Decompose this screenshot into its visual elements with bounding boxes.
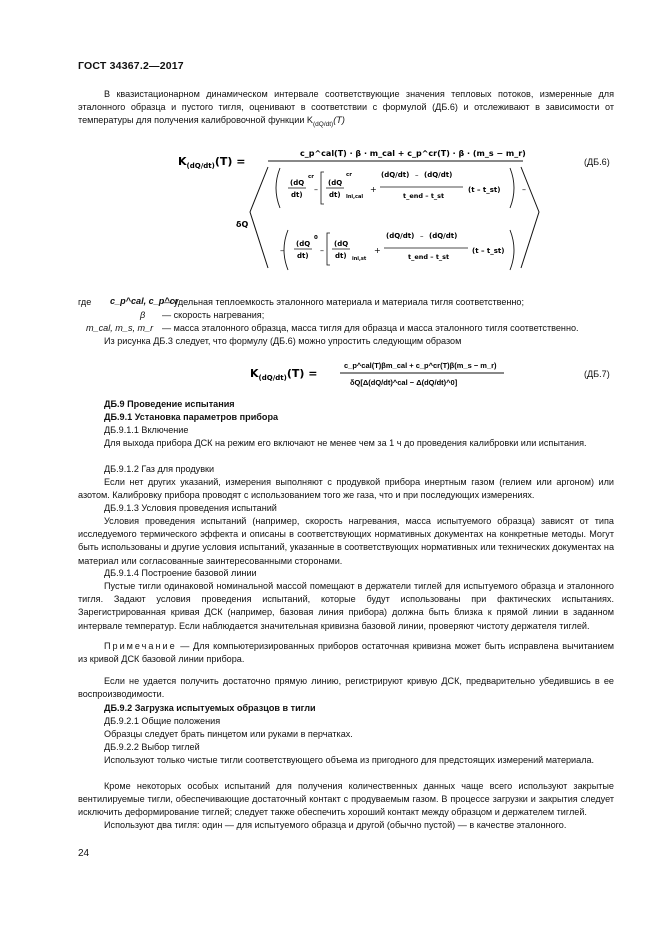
paragraph-db921: Образцы следует брать пинцетом или руками в перчатках. [104, 729, 353, 739]
page-number: 24 [78, 848, 90, 859]
def1-text: — удельная теплоемкость эталонного материала и материала тигля соответственно; [162, 297, 525, 307]
svg-text:–: – [415, 171, 419, 179]
document-header: ГОСТ 34367.2—2017 [78, 60, 184, 72]
f7-numerator: c_p^cal(T)βm_cal + c_p^cr(T)β(m_s − m_r) [344, 361, 497, 370]
svg-text:dt): dt) [297, 252, 309, 260]
formula-db7 [118, 356, 618, 390]
svg-text:(dQ/dt): (dQ/dt) [381, 171, 410, 179]
section-db922: ДБ.9.2.2 Выбор тиглей [104, 742, 200, 752]
f6-lhs [178, 155, 245, 170]
svg-text:(dQ: (dQ [296, 240, 311, 248]
svg-text:(dQ: (dQ [334, 240, 349, 248]
formula-db6 [118, 140, 618, 290]
svg-text:Ini,cal: Ini,cal [346, 194, 364, 200]
svg-text:–: – [280, 246, 284, 255]
svg-text:(dQ: (dQ [328, 179, 343, 187]
formula-db6-svg [118, 140, 618, 290]
svg-text:(dQ/dt): (dQ/dt) [429, 232, 458, 240]
paragraph-db913: Условия проведения испытаний (например, скорость нагревания, масса испытуемого образца) зависят от типа исследуемого термического эффекта и описаны в соответствующих нормативных документах на конкретные методы. Могут быть использованы и другие условия испытаний, указанные в соответствующих нормативных или технических документах на материал или согласованные заинтересованными сторонами. [78, 516, 614, 566]
f7-lhs-k: K [250, 367, 259, 380]
section-db911: ДБ.9.1.1 Включение [104, 425, 189, 435]
svg-text:(dQ/dt): (dQ/dt) [424, 171, 453, 179]
def3-text: — масса эталонного образца, масса тигля для образца и масса эталонного тигля соответственно. [162, 323, 579, 333]
svg-text:0: 0 [314, 235, 318, 241]
f6-numerator: c_p^cal(T) · β · m_cal + c_p^cr(T) · β · (m_s − m_r) [300, 149, 526, 158]
section-db914: ДБ.9.1.4 Построение базовой линии [104, 568, 257, 578]
svg-text:t_end – t_st: t_end – t_st [408, 253, 450, 261]
svg-text:–: – [314, 185, 318, 194]
paragraph-db922b: Кроме некоторых особых испытаний для получения количественных данных чаще всего используют закрытые вентилируемые тигли, обеспечивающие достаточный контакт с продуваемым газом. В процессе загрузки и закрытия следует исключить деформирование тиглей; следует также обеспечить хороший контакт между образцом и держателем тиглей. [78, 781, 614, 818]
paragraph-baseline: Если не удается получить достаточно прямую линию, регистрируют кривую ДСК, предварительно убедившись в ее воспроизводимости. [78, 676, 614, 700]
paragraph-db912: Если нет других указаний, измерения выполняют с продувкой прибора инертным газом (гелием или аргоном) или азотом. Калибровку прибора проводят с использованием того же газа, что и при последующих измерениях. [78, 477, 614, 501]
intro-arg: (T) [333, 115, 345, 126]
paragraph-db922c: Используют два тигля: один — для испытуемого образца и другой (обычно пустой) — в качестве эталонного. [104, 820, 567, 830]
f7-lhs-sub: (dQ/dt) [258, 374, 287, 382]
paragraph-db914: Пустые тигли одинаковой номинальной массой помещают в держатели тиглей для испытуемого образца и эталонного тигля. Задают условия проведения испытаний, которые будут использованы при фактических испытаниях. Зарегистрированная кривая ДСК (например, базовая линия прибора) должна быть близка к прямой линии в заданном интервале температур. Если наблюдается значительная кривизна базовой линии, проверяют чистоту держателя тиглей. [78, 581, 614, 631]
f7-lhs [250, 367, 317, 382]
svg-text:–: – [320, 246, 324, 255]
svg-text:(dQ: (dQ [290, 179, 305, 187]
svg-text:t_end – t_st: t_end – t_st [403, 192, 445, 200]
section-db91: ДБ.9.1 Установка параметров прибора [104, 412, 279, 422]
svg-text:(dQ/dt): (dQ/dt) [386, 232, 415, 240]
svg-text:ini,st: ini,st [352, 256, 367, 262]
section-db913: ДБ.9.1.3 Условия проведения испытаний [104, 503, 277, 513]
def1-symbol: c_p^cal, c_p^cr [110, 296, 179, 306]
where-label: где [78, 297, 92, 307]
def3-symbol: m_cal, m_s, m_r [86, 323, 154, 333]
svg-text:(t – t_st): (t – t_st) [468, 186, 501, 194]
f6-lhs-k: K [178, 155, 187, 168]
f6-lhs-arg: (T) = [214, 155, 246, 168]
def2-symbol: β [140, 310, 146, 320]
note-paragraph [78, 640, 614, 666]
intro-sub: (dQ/dt) [313, 121, 334, 129]
paragraph-db911: Для выхода прибора ДСК на режим его включают не менее чем за 1 ч до проведения калибровки или испытания. [104, 438, 587, 448]
f6-right-angle [521, 167, 539, 268]
f7-number: (ДБ.7) [584, 369, 610, 379]
f6-lhs-sub: (dQ/dt) [186, 162, 215, 170]
svg-text:cr: cr [346, 172, 352, 178]
svg-text:dt): dt) [329, 191, 341, 199]
section-db9: ДБ.9 Проведение испытания [104, 399, 235, 409]
section-db921: ДБ.9.2.1 Общие положения [104, 716, 221, 726]
svg-text:–: – [522, 185, 526, 194]
section-db92: ДБ.9.2 Загрузка испытуемых образцов в тигли [104, 703, 316, 713]
f6-lower-group [280, 230, 514, 270]
f6-upper-group [276, 168, 526, 208]
svg-text:+: + [374, 246, 381, 255]
section-db912: ДБ.9.1.2 Газ для продувки [104, 464, 215, 474]
f6-left-angle [250, 167, 268, 268]
def2-text: — скорость нагревания; [162, 310, 265, 320]
note-text: — Для компьютеризированных приборов остаточная кривизна может быть исправлена вычитанием из кривой ДСК базовой линии прибора. [78, 641, 614, 665]
formula-db7-svg [118, 356, 618, 390]
svg-text:–: – [420, 232, 424, 240]
f6-number: (ДБ.6) [584, 157, 610, 167]
svg-text:+: + [370, 185, 377, 194]
f7-lhs-arg: (T) = [286, 367, 318, 380]
f6-delta-q: δQ [236, 220, 249, 229]
f7-denominator: δQ[Δ(dQ/dt)^cal − Δ(dQ/dt)^0] [350, 378, 458, 387]
intro-text: В квазистационарном динамическом интервале соответствующие значения тепловых потоков, измеренные для эталонного образца и пустого тигля, оценивают в соответствии с формулой (ДБ.6) и отслеживают в зависимости от температуры для получения калибровочной функции K [78, 89, 614, 126]
note-label: Примечание [104, 641, 177, 651]
svg-text:dt): dt) [335, 252, 347, 260]
intro-paragraph [78, 88, 614, 131]
simplify-paragraph: Из рисунка ДБ.3 следует, что формулу (ДБ.6) можно упростить следующим образом [104, 336, 462, 346]
svg-text:(t – t_st): (t – t_st) [472, 247, 505, 255]
svg-text:dt): dt) [291, 191, 303, 199]
svg-text:cr: cr [308, 174, 314, 180]
paragraph-db922a: Используют только чистые тигли соответствующего объема из пригодного для предстоящих измерений материала. [104, 755, 595, 765]
